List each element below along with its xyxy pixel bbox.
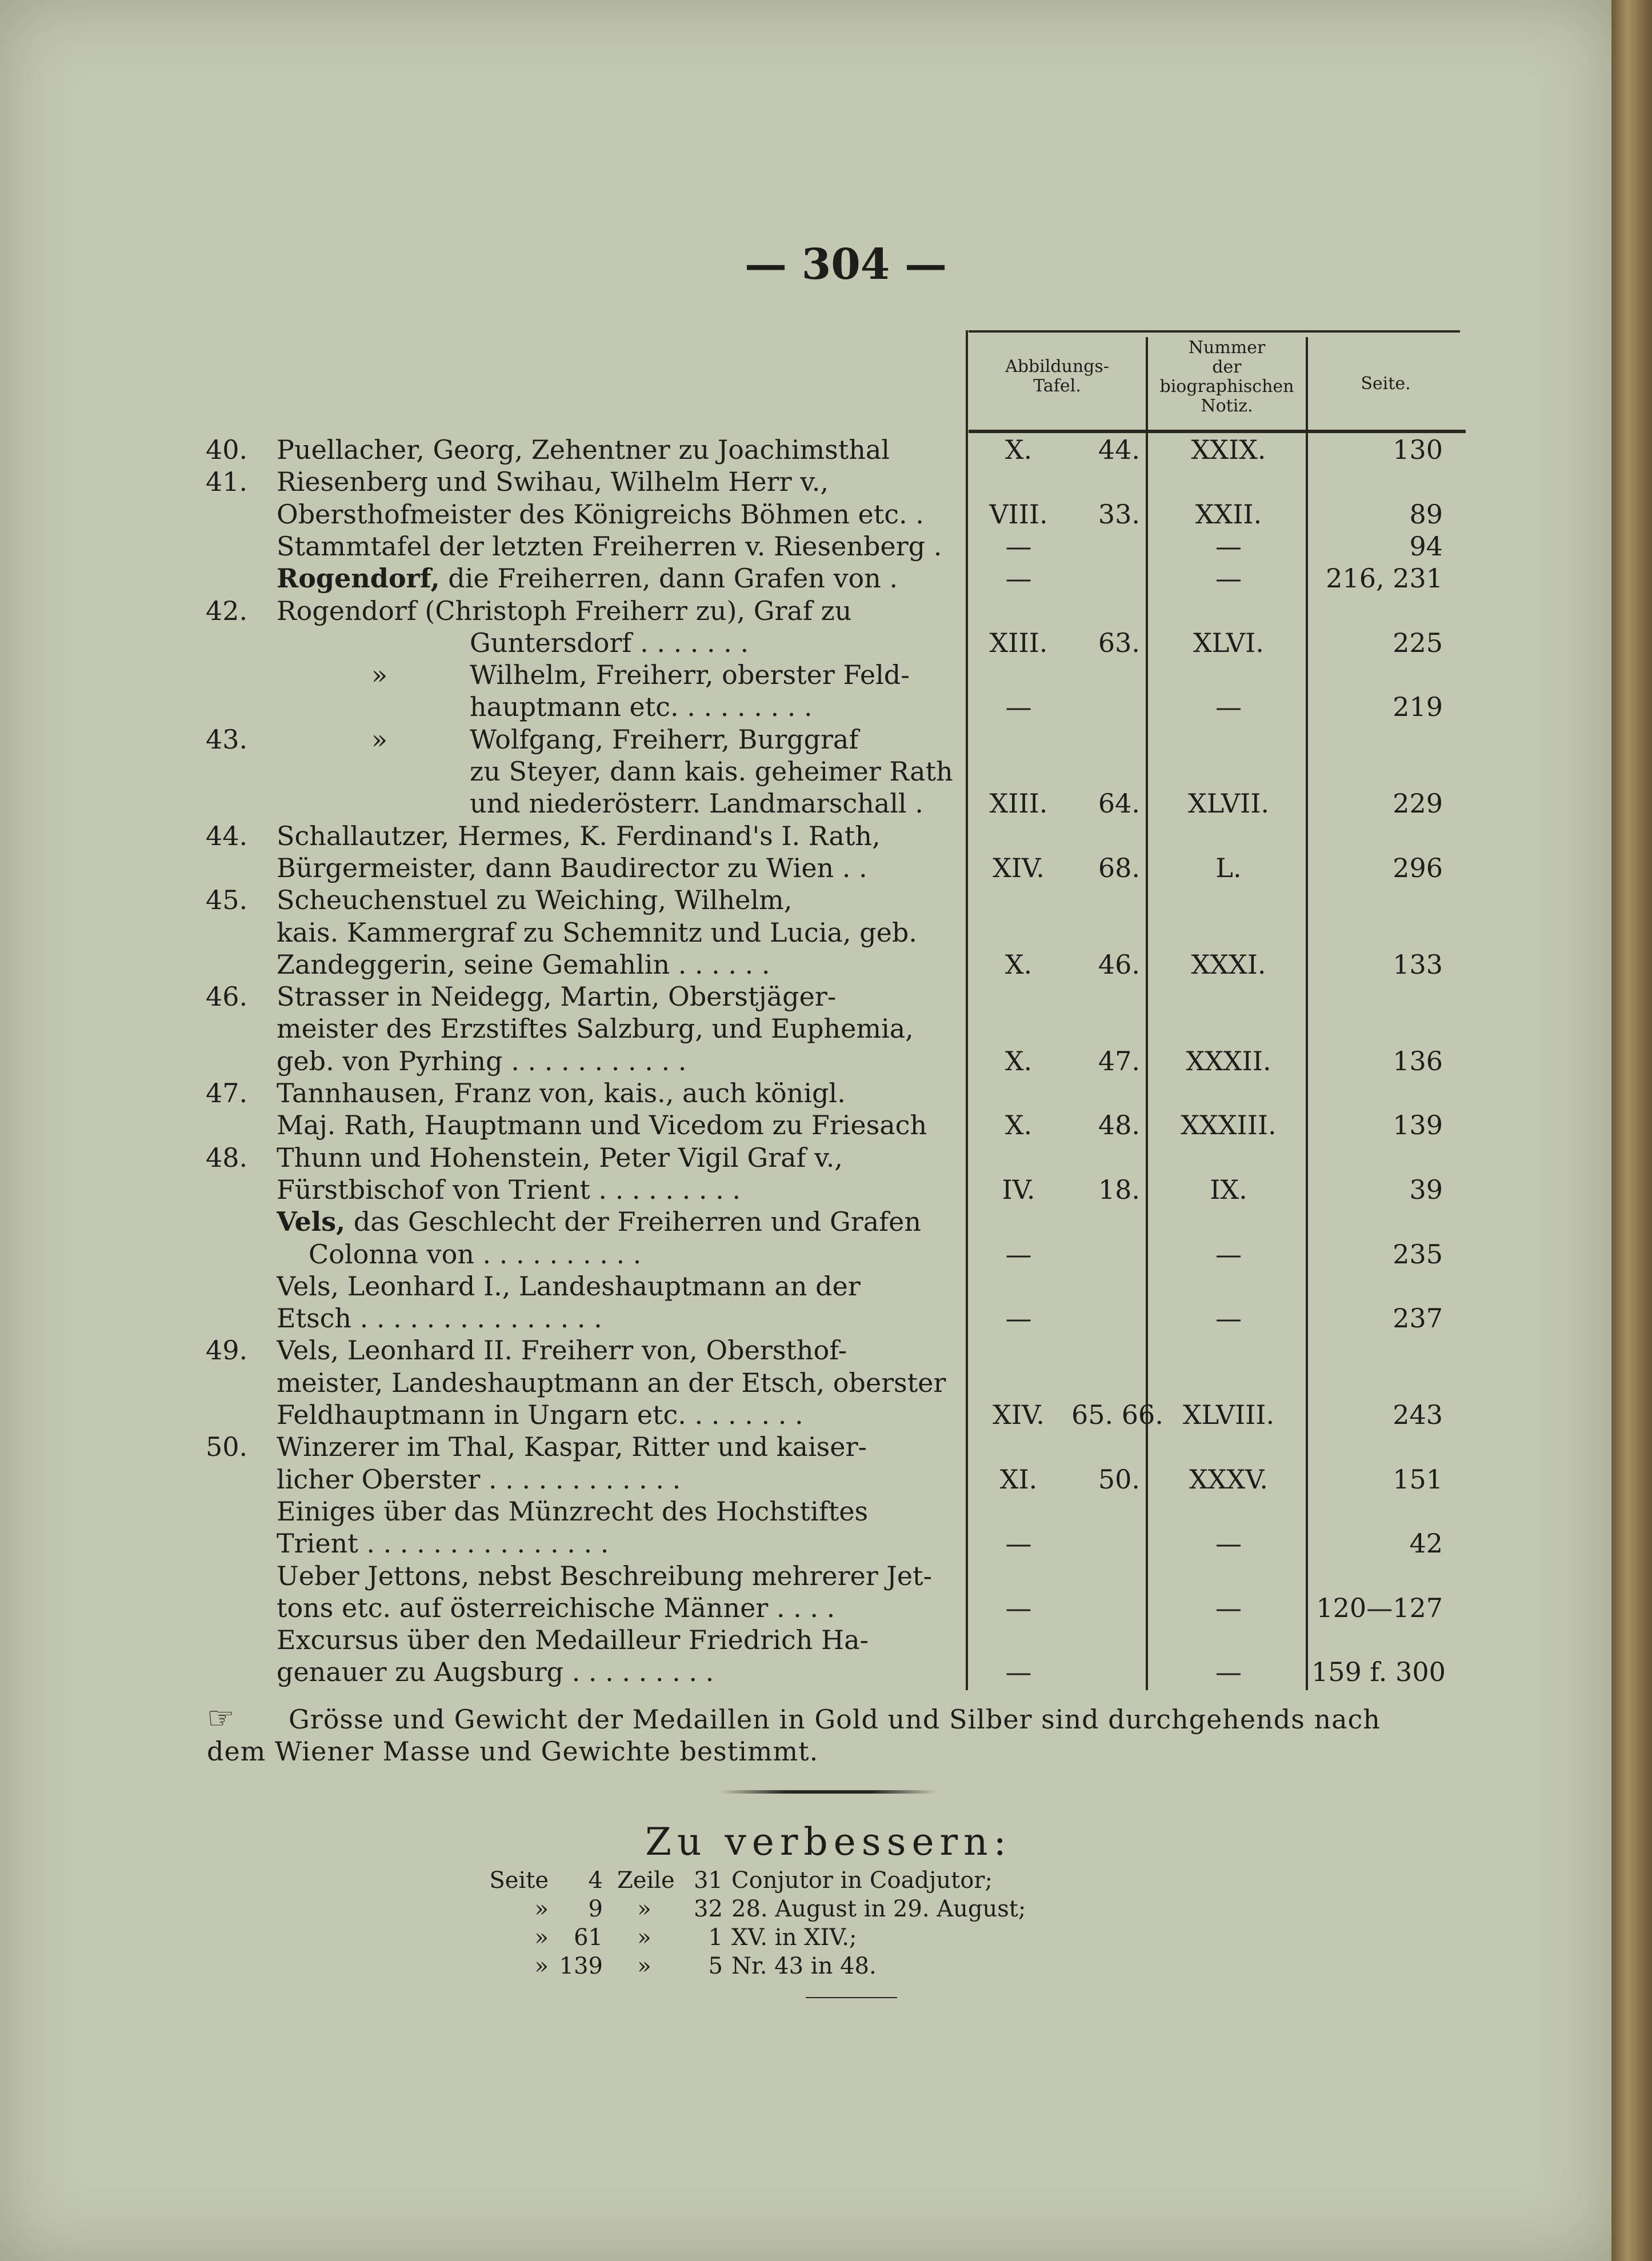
table-header-rule	[969, 430, 1466, 433]
table-row	[0, 691, 1611, 723]
table-row	[0, 1271, 1611, 1303]
cell-tafel: XI.	[999, 1463, 1038, 1495]
cell-notiz: —	[1215, 1528, 1242, 1559]
header-notiz-line2: der	[1212, 357, 1242, 377]
table-row	[0, 1592, 1611, 1624]
correction-label: »	[534, 1896, 549, 1922]
table-row	[0, 1431, 1611, 1463]
cell-tafel: VIII.	[989, 498, 1048, 530]
entry-number: 41.	[206, 466, 248, 498]
note-line-2: dem Wiener Masse und Gewichte bestimmt.	[207, 1736, 819, 1767]
correction-text: Nr. 43 in 48.	[731, 1953, 877, 1979]
entry-number: 45.	[206, 885, 248, 916]
cell-notiz: —	[1215, 691, 1242, 723]
entry-text-body: meister des Erzstiftes Salzburg, und Euphemia,	[277, 1013, 914, 1045]
cell-tafel-number: 48.	[1098, 1110, 1140, 1141]
entry-text	[309, 1239, 957, 1270]
entry-text	[470, 627, 957, 658]
entry-text	[277, 1335, 957, 1366]
correction-label: »	[534, 1953, 549, 1979]
cell-tafel: —	[1005, 691, 1032, 723]
cell-tafel: —	[1005, 1238, 1032, 1270]
table-row	[0, 1303, 1611, 1335]
entry-text-body: die Freiherren, dann Grafen von .	[439, 563, 898, 594]
book-edge	[1611, 0, 1652, 2261]
cell-notiz: XLVII.	[1187, 788, 1270, 819]
cell-notiz: —	[1215, 1592, 1242, 1623]
table-row	[0, 531, 1611, 563]
entry-number: 48.	[206, 1142, 248, 1173]
cell-seite: 139	[1393, 1110, 1443, 1141]
correction-line: 32	[694, 1896, 723, 1922]
table-row	[0, 917, 1611, 949]
entry-text	[277, 1303, 957, 1334]
table-row	[0, 885, 1611, 917]
cell-tafel: —	[1005, 1592, 1032, 1623]
correction-text: Conjutor in Coadjutor;	[731, 1867, 993, 1894]
table-row	[0, 1013, 1611, 1045]
table-row	[0, 1399, 1611, 1431]
entry-text	[470, 788, 957, 819]
table-row	[0, 627, 1611, 659]
entry-text-body: Schallautzer, Hermes, K. Ferdinand's I. Rath,	[277, 820, 881, 851]
entry-text-body: meister, Landeshauptmann an der Etsch, oberster	[277, 1367, 946, 1398]
table-row	[0, 466, 1611, 498]
table-row	[0, 981, 1611, 1013]
cell-tafel: X.	[1005, 1110, 1033, 1141]
cell-notiz: XLVI.	[1193, 627, 1264, 658]
cell-notiz: IX.	[1210, 1174, 1247, 1205]
cell-tafel: —	[1005, 1528, 1032, 1559]
cell-notiz: —	[1215, 530, 1242, 562]
ornament-divider	[720, 1790, 937, 1794]
table-row	[0, 853, 1611, 885]
cell-tafel: IV.	[1002, 1174, 1035, 1205]
cell-tafel-number: 65. 66.	[1071, 1399, 1163, 1430]
table-row	[0, 499, 1611, 531]
entry-text	[277, 1110, 957, 1140]
header-tafel	[971, 357, 1143, 396]
entry-text	[277, 1624, 957, 1655]
cell-seite: 243	[1393, 1399, 1443, 1430]
table-row	[0, 1335, 1611, 1367]
entry-text	[277, 1046, 957, 1077]
entry-text	[470, 724, 957, 755]
table-row	[0, 724, 1611, 756]
ditto-mark: »	[371, 659, 388, 691]
table-row	[0, 756, 1611, 788]
entry-text-body: Fürstbischof von Trient . . . . . . . . .	[277, 1174, 741, 1205]
entry-text-body: Vels, Leonhard I., Landeshauptmann an der	[277, 1270, 861, 1302]
cell-tafel-number: 18.	[1098, 1174, 1140, 1205]
header-notiz-line4: Notiz.	[1201, 396, 1253, 416]
entry-text	[277, 466, 957, 497]
correction-page: 61	[574, 1924, 603, 1951]
correction-zeile: »	[637, 1953, 651, 1979]
entry-text-body: tons etc. auf österreichische Männer . . . .	[277, 1592, 835, 1623]
table-row	[0, 595, 1611, 627]
entry-text-body: hauptmann etc. . . . . . . . .	[470, 691, 813, 723]
cell-seite: 130	[1393, 434, 1443, 465]
table-row	[0, 949, 1611, 981]
cell-tafel: X.	[1005, 434, 1033, 465]
entry-text-body: Wolfgang, Freiherr, Burggraf	[470, 723, 859, 755]
cell-tafel: —	[1005, 1303, 1032, 1334]
entry-bold-name: Vels,	[277, 1206, 346, 1238]
cell-seite: 219	[1393, 691, 1443, 723]
correction-text: XV. in XIV.;	[731, 1924, 857, 1951]
cell-tafel-number: 46.	[1098, 949, 1140, 980]
correction-label: »	[534, 1924, 549, 1951]
cell-notiz: —	[1215, 1303, 1242, 1334]
entry-text	[277, 531, 957, 562]
table-row	[0, 1142, 1611, 1174]
note-line-1: Grösse und Gewicht der Medaillen in Gold und Silber sind durchgehends nach	[289, 1704, 1381, 1735]
entry-text-body: kais. Kammergraf zu Schemnitz und Lucia, geb.	[277, 917, 917, 948]
cell-notiz: XXXIII.	[1181, 1110, 1277, 1141]
entry-text	[277, 949, 957, 980]
header-notiz-line1: Nummer	[1188, 338, 1266, 358]
cell-notiz: —	[1215, 1238, 1242, 1270]
correction-page: 139	[559, 1953, 603, 1979]
entry-text	[277, 1656, 957, 1687]
cell-tafel: X.	[1005, 949, 1033, 980]
table-row	[0, 1110, 1611, 1142]
entry-number: 42.	[206, 595, 248, 626]
entry-text-body: Scheuchenstuel zu Weiching, Wilhelm,	[277, 885, 793, 916]
corrections-end-rule	[806, 1997, 897, 1998]
correction-line: 31	[694, 1867, 723, 1894]
cell-tafel: —	[1005, 1656, 1032, 1688]
cell-notiz: XXXI.	[1191, 949, 1266, 980]
entry-text	[277, 1078, 957, 1109]
header-seite: Seite.	[1361, 374, 1411, 394]
correction-text: 28. August in 29. August;	[731, 1896, 1026, 1922]
entry-text	[277, 434, 957, 465]
note-hand-icon: ☞	[207, 1700, 235, 1736]
entry-text-body: Wilhelm, Freiherr, oberster Feld-	[470, 659, 910, 691]
cell-notiz: XXII.	[1195, 498, 1262, 530]
cell-seite: 39	[1409, 1174, 1443, 1205]
header-tafel-line2: Tafel.	[1033, 376, 1081, 396]
cell-seite: 296	[1393, 852, 1443, 883]
table-row	[0, 1367, 1611, 1399]
correction-zeile: Zeile	[617, 1867, 675, 1894]
table-top-rule	[969, 330, 1460, 333]
cell-notiz: L.	[1215, 852, 1242, 883]
entry-text	[277, 917, 957, 948]
entry-text-body: Maj. Rath, Hauptmann und Vicedom zu Friesach	[277, 1110, 927, 1141]
correction-page: 9	[588, 1896, 603, 1922]
cell-notiz: —	[1215, 563, 1242, 594]
entry-text-body: licher Oberster . . . . . . . . . . . .	[277, 1463, 681, 1495]
entry-text	[470, 659, 957, 690]
table-row	[0, 1528, 1611, 1560]
cell-tafel-number: 64.	[1098, 788, 1140, 819]
cell-seite: 94	[1409, 530, 1443, 562]
entry-text	[277, 1592, 957, 1623]
table-row	[0, 1046, 1611, 1078]
cell-tafel: —	[1005, 563, 1032, 594]
table-row	[0, 659, 1611, 691]
entry-text-body: Einiges über das Münzrecht des Hochstiftes	[277, 1495, 869, 1527]
ditto-mark: »	[371, 723, 388, 755]
cell-notiz: XXXV.	[1189, 1463, 1269, 1495]
entry-number: 47.	[206, 1078, 248, 1109]
entry-text-body: Rogendorf (Christoph Freiherr zu), Graf zu	[277, 595, 852, 626]
entry-text	[277, 1271, 957, 1302]
entry-text	[277, 563, 957, 594]
cell-tafel: —	[1005, 530, 1032, 562]
entry-number: 43.	[206, 723, 248, 755]
cell-notiz: XLVIII.	[1182, 1399, 1275, 1430]
entry-text	[277, 1464, 957, 1495]
cell-seite: 136	[1393, 1045, 1443, 1077]
entry-text-body: das Geschlecht der Freiherren und Grafen	[345, 1206, 922, 1238]
entry-number: 49.	[206, 1335, 248, 1366]
entry-text-body: Feldhauptmann in Ungarn etc. . . . . . . .	[277, 1399, 803, 1430]
page-number: — 304 —	[745, 240, 947, 289]
entry-text-body: Obersthofmeister des Königreichs Böhmen etc. .	[277, 498, 924, 530]
header-tafel-line1: Abbildungs-	[1005, 357, 1109, 377]
entry-text	[277, 1142, 957, 1173]
cell-seite: 237	[1393, 1303, 1443, 1334]
entry-number: 46.	[206, 981, 248, 1013]
entry-text-body: Riesenberg und Swihau, Wilhelm Herr v.,	[277, 466, 829, 498]
entry-text-body: Stammtafel der letzten Freiherren v. Riesenberg .	[277, 530, 942, 562]
cell-tafel-number: 68.	[1098, 852, 1140, 883]
entry-text	[277, 1496, 957, 1527]
table-row	[0, 821, 1611, 853]
table-row	[0, 434, 1611, 466]
correction-label: Seite	[489, 1867, 549, 1894]
table-row	[0, 1496, 1611, 1528]
entry-text	[277, 1528, 957, 1559]
entry-text-body: Colonna von . . . . . . . . . .	[309, 1238, 642, 1270]
entry-text-body: zu Steyer, dann kais. geheimer Rath	[470, 756, 953, 787]
entry-text-body: und niederösterr. Landmarschall .	[470, 788, 923, 819]
cell-seite: 120—127	[1316, 1592, 1443, 1623]
entry-text-body: Excursus über den Medailleur Friedrich Ha-	[277, 1624, 869, 1656]
entry-text	[277, 1013, 957, 1044]
table-row	[0, 1560, 1611, 1592]
entry-text-body: Bürgermeister, dann Baudirector zu Wien . .	[277, 852, 867, 883]
entry-text-body: Vels, Leonhard II. Freiherr von, Obersthof-	[277, 1335, 847, 1366]
entry-text-body: Trient . . . . . . . . . . . . . . .	[277, 1528, 609, 1559]
entry-text-body: Puellacher, Georg, Zehentner zu Joachimsthal	[277, 434, 890, 465]
table-row	[0, 1239, 1611, 1271]
entry-text	[277, 821, 957, 851]
cell-notiz: XXXII.	[1186, 1045, 1271, 1077]
entry-text-body: Winzerer im Thal, Kaspar, Ritter und kaiser-	[277, 1431, 867, 1463]
entry-text	[277, 1367, 957, 1398]
entry-text	[277, 1560, 957, 1591]
entry-text	[277, 981, 957, 1012]
header-notiz-line3: biographischen	[1159, 377, 1294, 397]
cell-tafel-number: 33.	[1098, 498, 1140, 530]
cell-tafel: XIV.	[993, 852, 1045, 883]
entry-text	[277, 595, 957, 626]
table-row	[0, 788, 1611, 820]
cell-seite: 159 f. 300	[1311, 1656, 1446, 1688]
entry-text-body: Ueber Jettons, nebst Beschreibung mehrerer Jet-	[277, 1560, 932, 1591]
cell-tafel-number: 50.	[1098, 1463, 1140, 1495]
entry-text-body: Strasser in Neidegg, Martin, Oberstjäger-	[277, 981, 837, 1013]
entry-text	[470, 691, 957, 722]
table-row	[0, 1464, 1611, 1496]
cell-tafel-number: 47.	[1098, 1045, 1140, 1077]
entry-text-body: Thunn und Hohenstein, Peter Vigil Graf v.,	[277, 1142, 843, 1173]
cell-seite: 225	[1393, 627, 1443, 658]
entry-text-body: Tannhausen, Franz von, kais., auch königl.	[277, 1078, 846, 1109]
entry-number: 50.	[206, 1431, 248, 1463]
entry-bold-name: Rogendorf,	[277, 563, 440, 594]
entry-text	[277, 1431, 957, 1462]
cell-seite: 151	[1393, 1463, 1443, 1495]
entry-text-body: Zandeggerin, seine Gemahlin . . . . . .	[277, 949, 770, 980]
cell-seite: 235	[1393, 1238, 1443, 1270]
corrections-title: Zu verbessern:	[645, 1820, 1012, 1864]
table-row	[0, 563, 1611, 595]
table-row	[0, 1174, 1611, 1206]
cell-seite: 133	[1393, 949, 1443, 980]
cell-tafel-number: 63.	[1098, 627, 1140, 658]
cell-seite: 216, 231	[1326, 563, 1443, 594]
correction-zeile: »	[637, 1924, 651, 1951]
header-notiz	[1150, 338, 1304, 416]
entry-text-body: Etsch . . . . . . . . . . . . . . .	[277, 1303, 602, 1334]
entry-text	[277, 1206, 957, 1237]
cell-seite: 229	[1393, 788, 1443, 819]
entry-text	[470, 756, 957, 787]
cell-notiz: XXIX.	[1191, 434, 1266, 465]
correction-line: 5	[708, 1953, 723, 1979]
entry-text-body: genauer zu Augsburg . . . . . . . . .	[277, 1656, 714, 1688]
correction-zeile: »	[637, 1896, 651, 1922]
entry-text	[277, 853, 957, 883]
cell-tafel: XIV.	[993, 1399, 1045, 1430]
correction-line: 1	[708, 1924, 723, 1951]
entry-number: 44.	[206, 820, 248, 851]
table-row	[0, 1656, 1611, 1688]
cell-tafel: XIII.	[989, 627, 1048, 658]
cell-tafel: X.	[1005, 1045, 1033, 1077]
cell-notiz: —	[1215, 1656, 1242, 1688]
correction-page: 4	[588, 1867, 603, 1894]
entry-text-body: Guntersdorf . . . . . . .	[470, 627, 749, 658]
table-row	[0, 1206, 1611, 1238]
entry-text	[277, 499, 957, 530]
cell-seite: 42	[1409, 1528, 1443, 1559]
entry-text	[277, 1174, 957, 1205]
cell-seite: 89	[1409, 498, 1443, 530]
entry-text	[277, 885, 957, 915]
cell-tafel: XIII.	[989, 788, 1048, 819]
cell-tafel-number: 44.	[1098, 434, 1140, 465]
table-row	[0, 1078, 1611, 1110]
entry-number: 40.	[206, 434, 248, 465]
table-row	[0, 1624, 1611, 1656]
entry-text	[277, 1399, 957, 1430]
entry-text-body: geb. von Pyrhing . . . . . . . . . . .	[277, 1045, 687, 1077]
